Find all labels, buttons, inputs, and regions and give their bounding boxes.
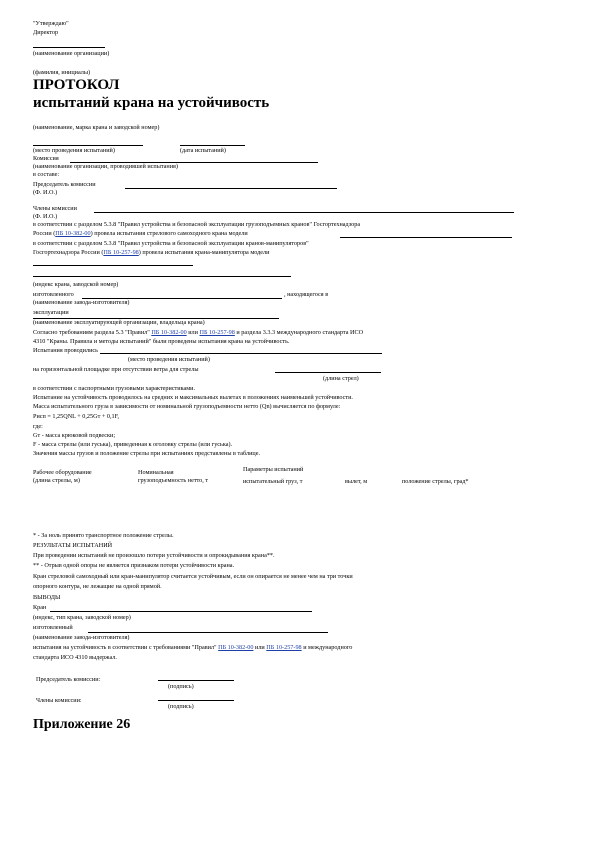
col-capacity-line1: Номинальная [138,469,174,476]
manufacturer2-line [88,632,328,633]
members-signature-line [158,700,234,701]
model-line-3 [33,276,291,277]
horizontal-label: на горизонтальной площадке при отсутствии ветра для стрелы [33,366,199,373]
p2-line-b: Госгортехнадзора России (ПБ 10-257-98) провела испытания крана-манипулятора модели [33,249,270,256]
org-line [33,47,105,48]
loads-line: Значения массы грузов и положение стрелы при испытаниях представлены в таблице. [33,450,261,457]
signature-caption-2: (подпись) [168,703,194,710]
table-col-reach: вылет, м [345,478,368,485]
chairman-signature-line [158,680,234,681]
conclusions-heading: ВЫВОДЫ [33,594,61,601]
final-line-a: испытания на устойчивость в соответствии с требованиями "Правил" ПБ 10-382-00 или ПБ 10-257-98 и международного [33,644,353,651]
final-line-b: стандарта ИСО 4310 выдержал. [33,654,117,661]
req-line-b: 4310 "Краны. Правила и методы испытаний" были проведены испытания крана на устойчивость. [33,338,290,345]
members-label: Члены комиссии [33,205,77,212]
req-line-a: Согласно требованиям раздела 5.3 "Правил" ПБ 10-382-00 или ПБ 10-257-98 и раздела 3.3.3 международного стандарта ИСО [33,329,364,336]
table-col-test-load: испытательный груз, т [243,478,303,485]
transport-footnote: * - За ноль принято транспортное положение стрелы. [33,532,174,539]
mass-line: Масса испытательного груза в зависимости от номинальной грузоподъемности нетто (Qn) вычисляется по формуле: [33,403,341,410]
crane-stable-line-b: опорного контура, не лежащие на одной прямой. [33,583,162,590]
composition-label: в составе: [33,171,60,178]
formula-line: Pисп = 1,25QNL + 0,25Gт + 0,1F, [33,413,120,420]
col-capacity-line2: грузоподъемность нетто, т [138,476,209,484]
results-heading: РЕЗУЛЬТАТЫ ИСПЫТАНИЙ [33,542,113,549]
p2-line-a: в соответствии с разделом 5.3.8 "Правил устройства и безопасной эксплуатации кранов-манипуляторов" [33,240,309,247]
crane-stable-line-a: Кран стреловой самоходный или кран-манипулятор считается устойчивым, если он опирается не менее чем на три точки [33,573,353,580]
detach-footnote: ** - Отрыв одной опоры не является признаком потери устойчивости крана. [33,562,235,569]
crane-index-line [50,611,312,612]
pb-257-link[interactable]: ПБ 10-257-98 [103,249,139,256]
table-col-equipment [33,469,92,484]
col-equipment-line1: Рабочее оборудование [33,469,92,476]
gt-line: Gт - масса крюковой подвески; [33,432,116,439]
manufacturer-caption: (наименование завода-изготовителя) [33,299,130,306]
date-caption: (дата испытаний) [180,147,226,154]
pb-382-link[interactable]: ПБ 10-382-00 [55,230,91,237]
protocol-title: ПРОТОКОЛ [33,77,120,93]
members-line [94,212,514,213]
boom-length-caption: (длина стрел) [323,375,359,382]
no-loss-line: При проведении испытаний не произошло потери устойчивости и опрокидывания крана**. [33,552,275,559]
req-link-382[interactable]: ПБ 10-382-00 [151,329,187,336]
crane-label: Кран [33,604,47,611]
operator-caption: (наименование эксплуатирующей организации, владельца крана) [33,319,205,326]
model-line-2 [33,265,193,266]
final-link-257[interactable]: ПБ 10-257-98 [266,644,302,651]
crane-mark-caption: (наименование, марка крана и заводской номер) [33,124,160,131]
director-label: Директор [33,29,59,36]
p1-line-b: России (ПБ 10-382-00) провела испытания стрелового самоходного крана модели [33,230,248,237]
table-col-capacity [138,469,208,484]
manufacturer2-caption: (наименование завода-изготовителя) [33,634,130,641]
operation-label: эксплуатации [33,309,69,316]
chairman-line [125,188,337,189]
boom-length-line [275,372,381,373]
fio2-caption: (Ф. И.О.) [33,213,58,220]
fio-caption: (фамилия, инициалы) [33,69,91,76]
protocol-subtitle: испытаний крана на устойчивость [33,95,270,111]
table-col-boom-position: положение стрелы, град* [402,478,469,485]
p1-line-a: в соответствии с разделом 5.3.8 "Правил устройства и безопасной эксплуатации грузоподъемных кранов" Госгортехнадзора [33,221,361,228]
date-line [180,145,245,146]
tests-held-label: Испытания проводились [33,347,98,354]
org-caption: (наименование организации) [33,50,110,57]
org-conducting-caption: (наименование организации, проводившей испытания) [33,163,178,170]
crane-index-caption: (индекс, тип крана, заводской номер) [33,614,131,621]
serial-caption: (индекс крана, заводской номер) [33,281,119,288]
chairman-signature-label: Председатель комиссии: [36,676,101,683]
manufactured-label: изготовленного [33,291,74,298]
signature-caption-1: (подпись) [168,683,194,690]
f-line: F - масса стрелы (или гуська), приведенная к оголовку стрелы (или гуська). [33,441,233,448]
final-link-382[interactable]: ПБ 10-382-00 [218,644,254,651]
table-params-header: Параметры испытаний [243,466,304,473]
appendix-heading: Приложение 26 [33,717,131,732]
model-line-1 [340,237,512,238]
place-caption: (место проведения испытаний) [33,147,115,154]
belonging-label: , находящегося в [284,291,329,298]
manufactured2-label: изготовленный [33,624,73,631]
accordance-line: в соответствии с паспортными грузовыми характеристиками. [33,385,196,392]
members-signature-label: Члены комиссии: [36,697,82,704]
place-line [33,145,143,146]
fio1-caption: (Ф. И.О.) [33,189,58,196]
stability-line: Испытание на устойчивость проводилось на средних и максимальных вылетах в положениях наименьшей устойчивости. [33,394,353,401]
test-place-caption: (место проведения испытаний) [128,356,210,363]
chairman-label: Председатель комиссии [33,181,96,188]
req-link-257[interactable]: ПБ 10-257-98 [199,329,235,336]
test-place-line [100,353,382,354]
approve-label: "Утверждаю" [33,20,69,27]
col-equipment-line2: (длина стрелы, м) [33,476,80,484]
where-line: где: [33,423,43,430]
commission-label: Комиссия [33,155,59,162]
